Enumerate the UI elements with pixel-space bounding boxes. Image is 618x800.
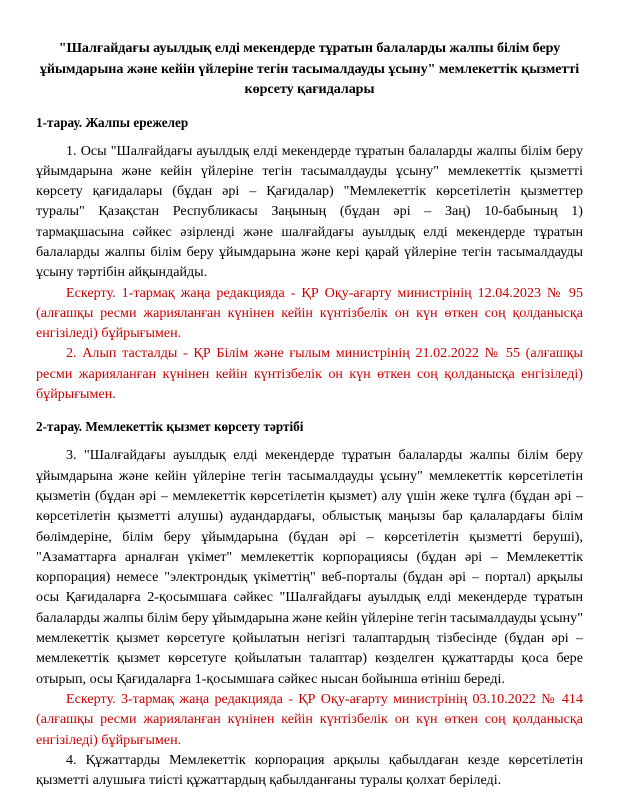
paragraph-1: 1. Осы "Шалғайдағы ауылдық елді мекендерде тұратын балаларды жалпы білім беру ұйымдарына және кейін үйлеріне тегін тасымалдауды ұсыну" мемлекеттік қызметті көрсету қағидалары (бұдан әрі – Қағидалар) "Мемлекеттік көрсетілетін қызметтер туралы" Қазақстан Республикасы Заңының (бұдан әрі – Заң) 10-бабының 1) тармақшасына сәйкес әзірленді және шалғайдағы ауылдық елді мекендерде тұратын балаларды жалпы білім беру ұйымдарына және кері қарай үйлеріне тегін тасымалдауды ұсыну тәртібін айқындайды. — [36, 142, 583, 281]
chapter-2-heading: 2-тарау. Мемлекеттік қызмет көрсету тәртібі — [36, 419, 304, 435]
paragraph-3: 3. "Шалғайдағы ауылдық елді мекендерде тұратын балаларды жалпы білім беру ұйымдарына және кейін үйлеріне тегін тасымалдауды ұсыну" мемлекеттік көрсетілетін қызметін (бұдан әрі – мемлекеттік көрсетілетін қызмет) алу үшін жеке тұлға (бұдан әрі – көрсетілетін қызметті алушы) аудандардағы, облыстық маңызы бар қалалардағы білім бөлімдеріне, білім беру ұйымдарына (бұдан әрі – көрсетілетін қызметті беруші), "Азаматтарға арналған үкімет" мемлекеттік корпорациясы (бұдан әрі – Мемлекеттік корпорация) немесе "электрондық үкіметтің" веб-порталы (бұдан әрі – портал) арқылы осы Қағидаларға 2-қосымшаға сәйкес "Шалғайдағы ауылдық елді мекендерде тұратын балаларды жалпы білім беру ұйымдарына және кейін үйлеріне тегін тасымалдауды ұсыну" мемлекеттік қызмет көрсетуге қойылатын негізгі талаптардың тізбесінде (бұдан әрі – мемлекеттік қызмет көрсетуге қойылатын талаптар) көзделген құжаттарды қоса бере отырып, осы Қағидаларға 1-қосымшаға сәйкес нысан бойынша өтініш береді. — [36, 447, 583, 687]
chapter-1-heading: 1-тарау. Жалпы ережелер — [36, 114, 189, 130]
paragraph-4: 4. Құжаттарды Мемлекеттік корпорация арқылы қабылдаған кезде көрсетілетін қызметті алушыға тиісті құжаттардың қабылданғаны туралы қолхат беріледі. — [36, 751, 583, 789]
note-paragraph-2: 2. Алып тасталды - ҚР Білім және ғылым министрінің 21.02.2022 № 55 (алғашқы ресми жарияланған күнінен кейін күнтізбелік он күн өткен соң қолданысқа енгізіледі) бұйрығымен. — [36, 345, 583, 403]
document-title: "Шалғайдағы ауылдық елді мекендерде тұратын балаларды жалпы білім беру ұйымдарына және кейін үйлеріне тегін тасымалдауды ұсыну" мемлекеттік қызметті көрсету қағидалары — [39, 40, 580, 97]
note-paragraph-3: Ескерту. 3-тармақ жаңа редакцияда - ҚР Оқу-ағарту министрінің 03.10.2022 № 414 (алғашқы ресми жарияланған күнінен кейін күнтізбелік он күн өткен соң қолданысқа енгізіледі) бұйрығымен. — [36, 690, 583, 748]
note-paragraph-1: Ескерту. 1-тармақ жаңа редакцияда - ҚР Оқу-ағарту министрінің 12.04.2023 № 95 (алғашқы ресми жарияланған күнінен кейін күнтізбелік он күн өткен соң қолданысқа енгізіледі) бұйрығымен. — [36, 284, 583, 342]
